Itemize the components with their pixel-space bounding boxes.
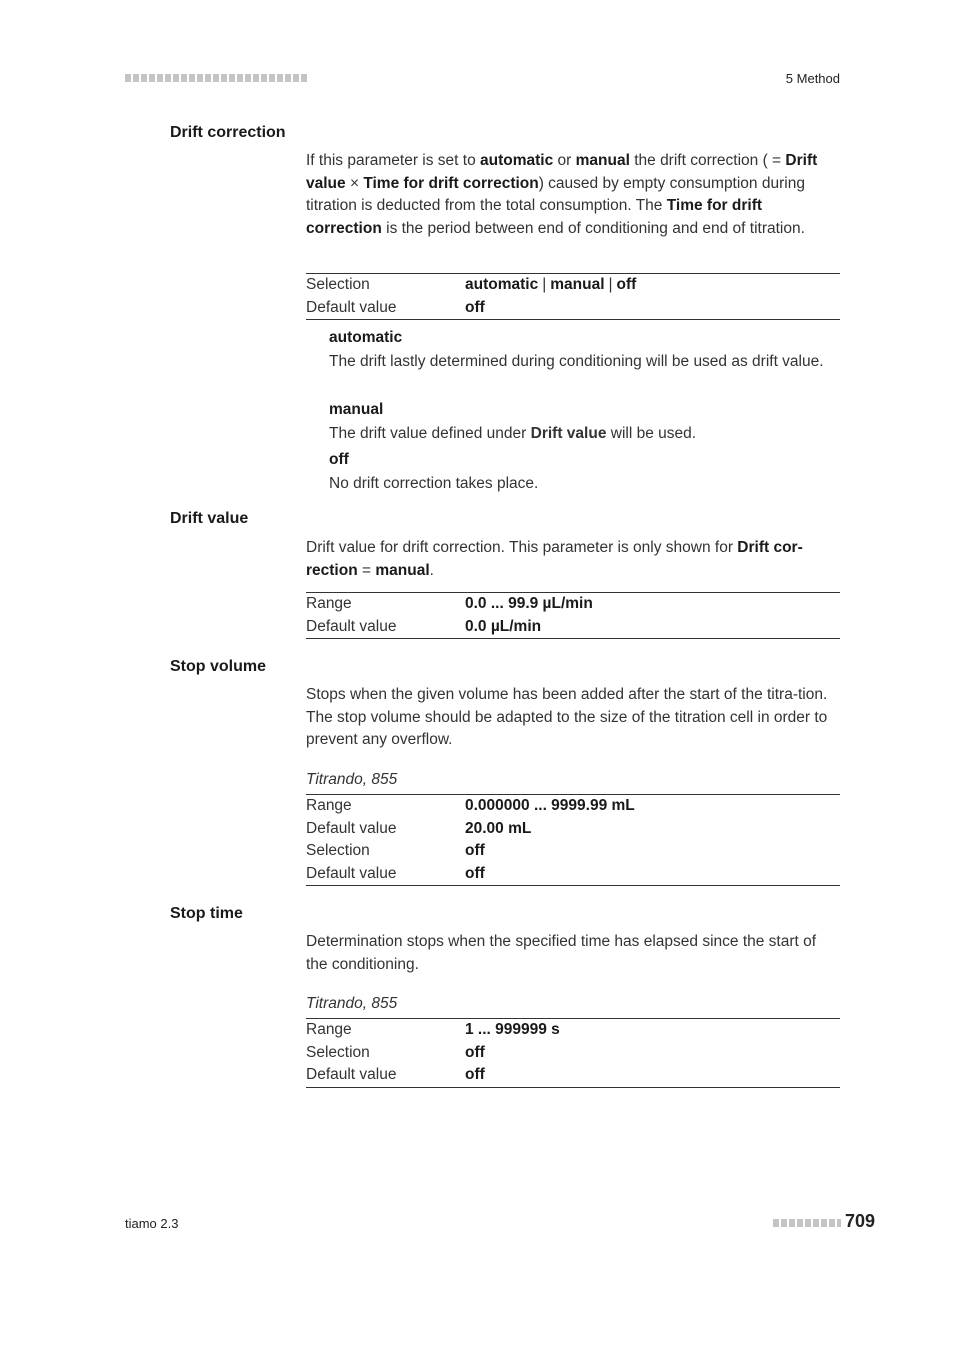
drift-correction-table: [306, 273, 840, 320]
table-row: [306, 593, 840, 616]
product-name: tiamo 2.3: [125, 1216, 179, 1231]
row-label: Selection: [306, 1043, 370, 1061]
row-value: off: [465, 298, 485, 316]
row-value: automatic | manual | off: [465, 276, 637, 293]
row-label: Default value: [306, 819, 397, 837]
option-description-automatic: The drift lastly determined during conditioning will be used as drift value.: [329, 353, 824, 370]
stop-volume-table: [306, 794, 840, 886]
table-row: [306, 1019, 840, 1042]
row-label: Selection: [306, 842, 370, 859]
option-title-off: off: [329, 451, 349, 468]
table-row: [306, 863, 840, 886]
option-description-manual: The drift value defined under Drift value will be used.: [329, 425, 697, 442]
footer-decoration: [773, 1219, 841, 1227]
row-label: Range: [306, 797, 352, 814]
row-label: Selection: [306, 276, 370, 293]
row-label: Range: [306, 595, 352, 612]
table-caption: Titrando, 855: [306, 995, 398, 1012]
row-label: Default value: [306, 617, 397, 635]
stop-time-table: [306, 1018, 840, 1088]
section-title-drift-correction: Drift correction: [170, 124, 286, 141]
table-row: [306, 1042, 840, 1065]
chapter-title: 5 Method: [785, 71, 840, 86]
header-decoration: [125, 74, 307, 82]
stop-time-description: Determination stops when the specified time has elapsed since the start of the conditioning.: [306, 933, 817, 973]
table-row: [306, 818, 840, 841]
table-row: [306, 616, 840, 639]
row-value: off: [465, 1066, 485, 1083]
table-row: [306, 1064, 840, 1087]
table-row: [306, 297, 840, 320]
row-value: off: [465, 864, 485, 882]
row-value: 0.0 µL/min: [465, 617, 542, 635]
section-title-stop-time: Stop time: [170, 905, 243, 922]
table-row: [306, 795, 840, 818]
row-value: off: [465, 1043, 485, 1061]
table-row: [306, 840, 840, 863]
table-row: [306, 274, 840, 297]
row-label: Default value: [306, 1066, 397, 1083]
page-number: 709: [845, 1211, 876, 1231]
row-value: 1 ... 999999 s: [465, 1021, 560, 1038]
section-title-drift-value: Drift value: [170, 510, 249, 527]
option-title-automatic: automatic: [329, 329, 403, 346]
option-description-off: No drift correction takes place.: [329, 475, 539, 492]
table-caption: Titrando, 855: [306, 771, 398, 788]
drift-value-table: [306, 592, 840, 639]
section-title-stop-volume: Stop volume: [170, 658, 267, 675]
row-value: 0.000000 ... 9999.99 mL: [465, 797, 635, 814]
stop-volume-description: Stops when the given volume has been added after the start of the titra-tion. The stop volume should be adapted to the size of the titration cell in order to prevent any overflow.: [306, 686, 828, 748]
row-value: 20.00 mL: [465, 819, 532, 837]
row-value: off: [465, 842, 485, 859]
drift-correction-description: If this parameter is set to automatic or manual the drift correction ( = Drift value × Time for drift correction) caused by empty consumption during titration is deducted from the total consumption. The Time for drift correction is the period between end of conditioning and end of titration.: [306, 152, 818, 237]
drift-value-description: Drift value for drift correction. This parameter is only shown for Drift cor-rection = manual.: [306, 539, 803, 579]
option-title-manual: manual: [329, 401, 384, 418]
row-label: Range: [306, 1021, 352, 1038]
row-label: Default value: [306, 864, 397, 882]
row-label: Default value: [306, 298, 397, 316]
row-value: 0.0 ... 99.9 µL/min: [465, 595, 593, 612]
